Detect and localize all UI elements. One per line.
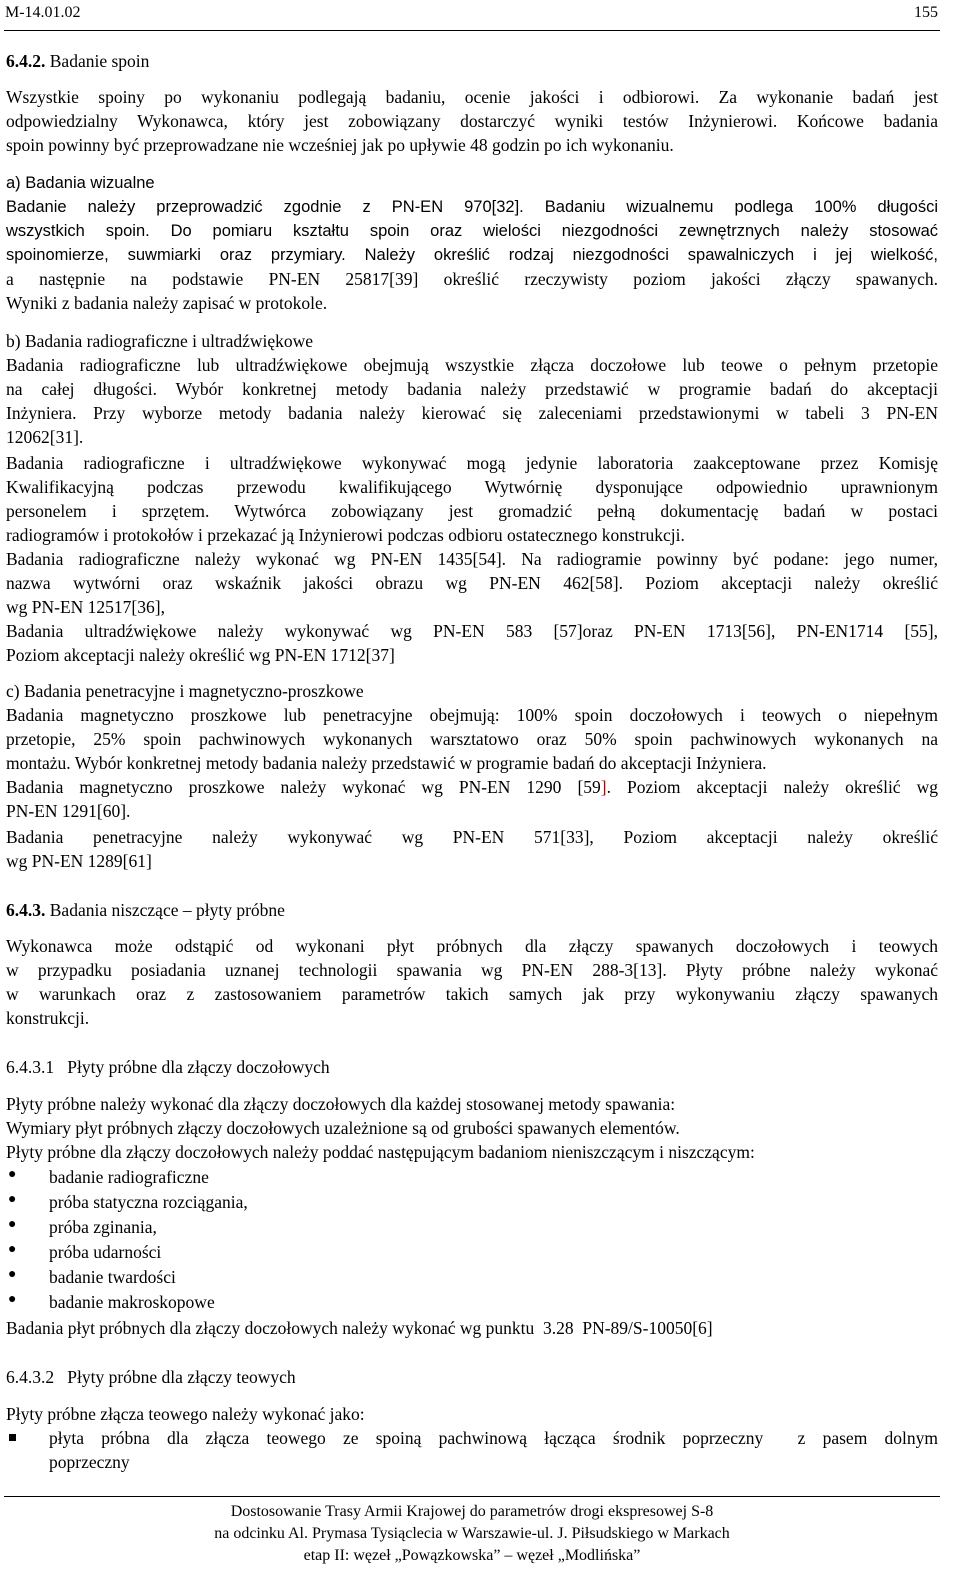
part-a-heading: a) Badania wizualne [6, 174, 155, 192]
part-c-1290-text-a: Badania magnetyczno proszkowe należy wykonać wg PN-EN 1290 [59 [6, 777, 601, 797]
part-b-line: nazwa wytwórni oraz wskaźnik jakości obrazu wg PN-EN 462[58]. Poziom akceptacji należy określić [6, 573, 938, 593]
part-b-line: radiogramów i protokołów i przekazać ją Inżynierowi podczas odbioru ostatecznego konstrukcji. [6, 525, 685, 545]
part-b-line: Inżyniera. Przy wyborze metody badania należy kierować się zaleceniami przedstawionymi w tabeli 3 PN-EN [6, 403, 938, 423]
section-6431-heading: 6.4.3.1 Płyty próbne dla złączy doczołowych [6, 1057, 330, 1077]
part-b-line: Badania radiograficzne i ultradźwiękowe wykonywać mogą jedynie laboratoria zaakceptowane przez Komisję [6, 453, 938, 473]
footer-rule [4, 1496, 940, 1497]
part-c-line: montażu. Wybór konkretnej metody badania należy przedstawić w programie badań do akceptacji Inżyniera. [6, 753, 767, 773]
part-c-1290-text-b: . Poziom akceptacji należy określić wg [606, 777, 938, 797]
bullet-item: próba zginania, [49, 1217, 157, 1237]
part-b-line: wg PN-EN 12517[36], [6, 597, 165, 617]
bullet-item: próba statyczna rozciągania, [49, 1192, 248, 1212]
square-bullet-icon [9, 1434, 16, 1441]
section-643-number: 6.4.3. [6, 900, 46, 920]
after-bullets-line: Badania płyt próbnych dla złączy doczołowych należy wykonać wg punktu 3.28 PN-89/S-10050[6] [6, 1318, 713, 1338]
bullet-item: próba udarności [49, 1242, 162, 1262]
bullet-item: badanie makroskopowe [49, 1292, 215, 1312]
para-643-line: w przypadku posiadania uznanej technologii spawania wg PN-EN 288-3[13]. Płyty próbne należy wykonać [6, 960, 938, 980]
para-6431-line: Płyty próbne należy wykonać dla złączy doczołowych dla każdej stosowanej metody spawania: [6, 1094, 676, 1114]
part-b-line: Badania radiograficzne należy wykonać wg PN-EN 1435[54]. Na radiogramie powinny być podane: jego numer, [6, 549, 938, 569]
bullet-dot: ● [8, 1242, 17, 1257]
part-c-line: Badania magnetyczno proszkowe lub penetracyjne obejmują: 100% spoin doczołowych i teowych o niepełnym [6, 705, 938, 725]
part-b-line: Badania ultradźwiękowe należy wykonywać wg PN-EN 583 [57]oraz PN-EN 1713[56], PN-EN1714 [55], [6, 621, 938, 641]
para-6432-line: Płyty próbne złącza teowego należy wykonać jako: [6, 1404, 365, 1424]
square-bullet-line: płyta próbna dla złącza teowego ze spoiną pachwinową łącząca środnik poprzeczny z pasem dolnym [49, 1428, 938, 1448]
part-c-heading: c) Badania penetracyjne i magnetyczno-proszkowe [6, 681, 364, 701]
intro-line: odpowiedzialny Wykonawca, który jest zobowiązany dostarczyć wyniki testów Inżynierowi. Końcowe badania [6, 111, 938, 131]
para-643-line: konstrukcji. [6, 1008, 90, 1028]
part-a-line: Badanie należy przeprowadzić zgodnie z PN-EN 970[32]. Badaniu wizualnemu podlega 100% długości [6, 198, 938, 216]
part-b-line: personelem i sprzętem. Wytwórca zobowiązany jest gromadzić pełną dokumentację badań w postaci [6, 501, 938, 521]
para-643-line: Wykonawca może odstąpić od wykonani płyt próbnych dla złączy spawanych doczołowych i teowych [6, 936, 938, 956]
para-643-line: w warunkach oraz z zastosowaniem parametrów takich samych jak przy wykonywaniu złączy spawanych [6, 984, 938, 1004]
part-c-line: wg PN-EN 1289[61] [6, 851, 152, 871]
footer-line: na odcinku Al. Prymasa Tysiąclecia w Warszawie-ul. J. Piłsudskiego w Markach [214, 1525, 730, 1542]
part-b-line: na całej długości. Wybór konkretnej metody badania należy przedstawić w programie badań do akceptacji [6, 379, 938, 399]
bullet-dot: ● [8, 1167, 17, 1182]
section-643-heading [6, 898, 285, 922]
bullet-dot: ● [8, 1217, 17, 1232]
part-a-line: Wyniki z badania należy zapisać w protokole. [6, 293, 328, 313]
footer-line: etap II: węzeł „Powązkowska” – węzeł „Modlińska” [303, 1547, 641, 1564]
part-a-line: a następnie na podstawie PN-EN 25817[39] określić rzeczywisty poziom jakości złączy spawanych. [6, 269, 938, 289]
square-bullet-line: poprzeczny [49, 1452, 130, 1472]
part-c-line: przetopie, 25% spoin pachwinowych wykonanych warsztatowo oraz 50% spoin pachwinowych wykonanych na [6, 729, 938, 749]
section-642-title: Badanie spoin [49, 51, 150, 71]
bullet-dot: ● [8, 1267, 17, 1282]
part-c-line: PN-EN 1291[60]. [6, 801, 131, 821]
bullet-dot: ● [8, 1192, 17, 1207]
bullet-item: badanie radiograficzne [49, 1167, 209, 1187]
part-b-line: Poziom akceptacji należy określić wg PN-EN 1712[37] [6, 645, 395, 665]
part-b-line: 12062[31]. [6, 427, 84, 447]
intro-line: Wszystkie spoiny po wykonaniu podlegają badaniu, ocenie jakości i odbiorowi. Za wykonanie badań jest [6, 87, 938, 107]
para-6431-line: Płyty próbne dla złączy doczołowych należy poddać następującym badaniom nieniszczącym i niszczącym: [6, 1142, 755, 1162]
header-page-number: 155 [914, 4, 938, 21]
part-b-line: Kwalifikacyjną podczas przewodu kwalifikującego Wytwórnię dysponujące odpowiednio uprawnionym [6, 477, 938, 497]
section-642-number: 6.4.2. [6, 51, 46, 71]
header-rule [4, 30, 940, 31]
part-c-line-1290 [6, 775, 938, 799]
part-a-line: wszystkich spoin. Do pomiaru kształtu spoin oraz wielości niezgodności zewnętrznych należy stosować [6, 222, 938, 240]
section-6432-heading: 6.4.3.2 Płyty próbne dla złączy teowych [6, 1367, 296, 1387]
para-6431-line: Wymiary płyt próbnych złączy doczołowych uzależnione są od grubości spawanych elementów. [6, 1118, 680, 1138]
intro-line: spoin powinny być przeprowadzane nie wcześniej jak po upływie 48 godzin po ich wykonaniu. [6, 135, 674, 155]
part-c-line: Badania penetracyjne należy wykonywać wg PN-EN 571[33], Poziom akceptacji należy określić [6, 827, 938, 847]
part-c-1290-red-bracket: ] [600, 777, 607, 797]
part-a-line: spoinomierze, suwmiarki oraz przymiary. Należy określić rodzaj niezgodności spawalniczych i jej wielkość, [6, 246, 938, 264]
section-643-title: Badania niszczące – płyty próbne [49, 900, 285, 920]
part-b-heading: b) Badania radiograficzne i ultradźwiękowe [6, 331, 314, 351]
footer-line: Dostosowanie Trasy Armii Krajowej do parametrów drogi ekspresowej S-8 [230, 1503, 714, 1520]
part-b-line: Badania radiograficzne lub ultradźwiękowe obejmują wszystkie złącza doczołowe lub teowe o pełnym przetopie [6, 355, 938, 375]
section-642-heading [6, 49, 149, 73]
header-document-code: M-14.01.02 [5, 4, 81, 21]
bullet-dot: ● [8, 1292, 17, 1307]
bullet-item: badanie twardości [49, 1267, 176, 1287]
